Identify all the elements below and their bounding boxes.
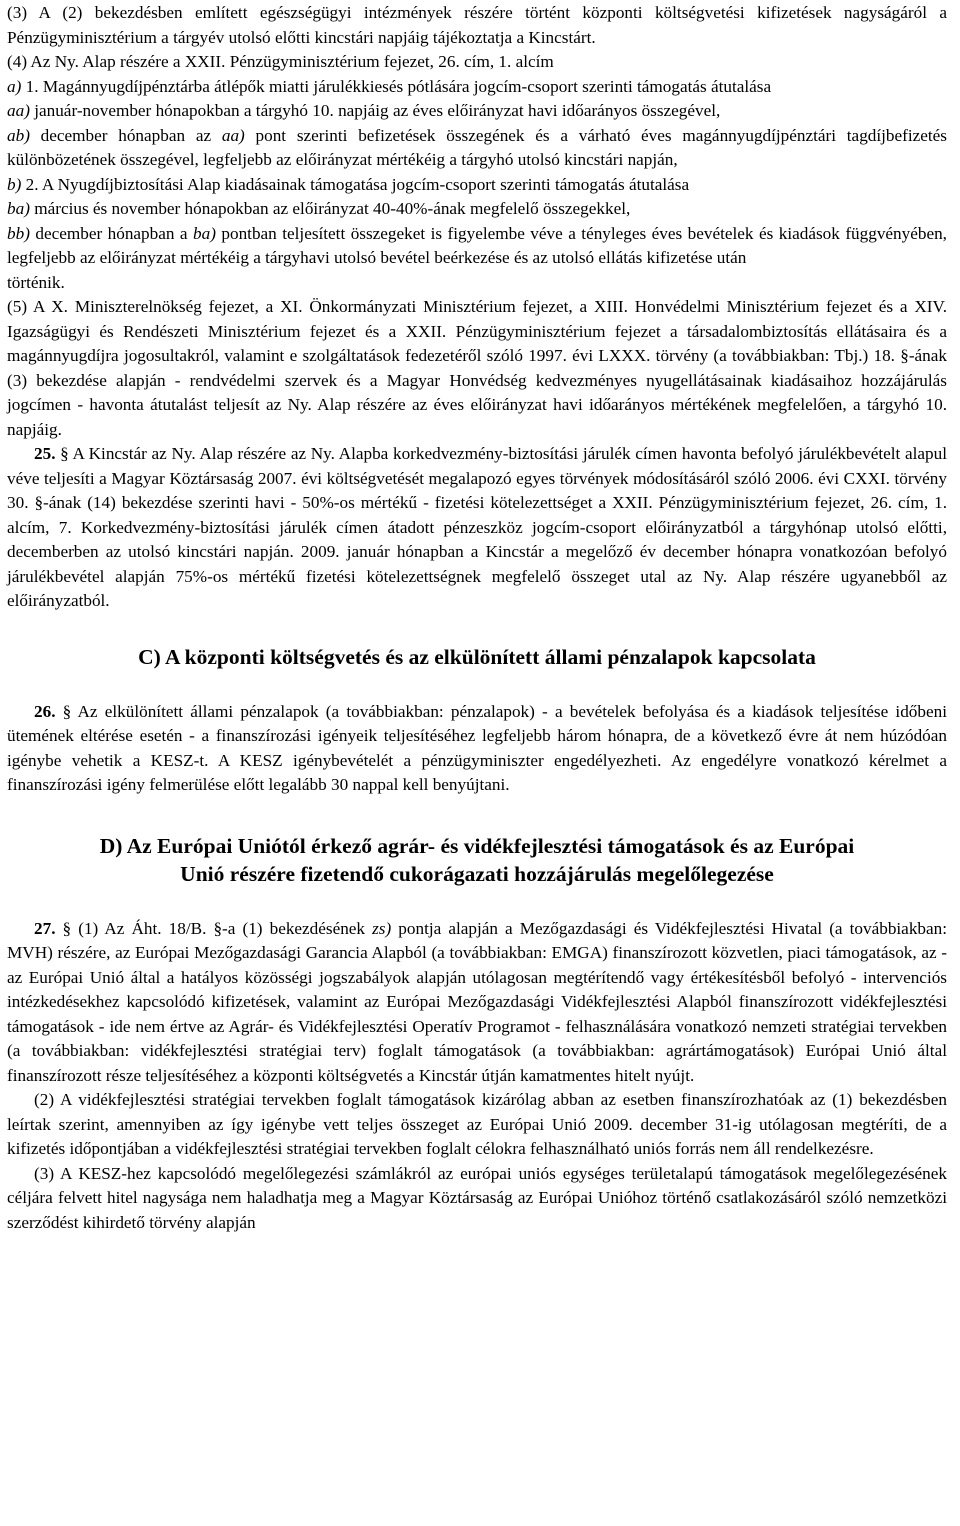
paragraph-closing: történik. [7, 272, 65, 292]
point-text: pontban teljesített összegeket is figyelembe véve a tényleges éves bevételek és kiadások függvényében, legfeljebb az előirányzat mértékéig a tárgyhavi utolsó bevétel beérkezése és az utolsó ellátás kifizetése után [7, 223, 947, 267]
section-25 [7, 442, 947, 614]
section-text: § Az elkülönített állami pénzalapok (a továbbiakban: pénzalapok) - a bevételek befolyása és a kiadások teljesítése időbeni ütemének eltérése esetén - a finanszírozási igényeik teljesítéséhez legfeljebb három hónapra, de a következő évre át nem húzódóan igénybe vehetik a KESZ-t. A KESZ igénybevételét a pénzügyminiszter engedélyezheti. Az engedélyre vonatkozó kérelmet a finanszírozási igény felmerülése előtt legalább 30 nappal kell benyújtani. [7, 701, 947, 794]
heading-line: Unió részére fizetendő cukorágazati hozzájárulás megelőlegezése [180, 861, 774, 886]
section-text: pontja alapján a Mezőgazdasági és Vidékfejlesztési Hivatal (a továbbiakban: MVH) részére, az Európai Mezőgazdasági Garancia Alapból (a továbbiakban: EMGA) finanszírozott közvetlen, piaci támogatások, az - az Európai Unió által a hatályos közösségi jogszabályok alapján utólagosan megtérítendő vagy értékesítésből befolyó - intervenciós intézkedésekhez kapcsolódó kifizetések, valamint az Európai Mezőgazdasági Vidékfejlesztési Alapból finanszírozott vidékfejlesztési támogatások - ide nem értve az Agrár- és Vidékfejlesztési Operatív Programot - felhasználására vonatkozó nemzeti stratégiai tervekben (a továbbiakban: vidékfejlesztési stratégiai terv) foglalt támogatások (a továbbiakban: agrártámogatások) Európai Unió által finanszírozott része teljesítéséhez a központi költségvetés a Kincstár útján kamatmentes hitelt nyújt. [7, 918, 947, 1085]
point-b [7, 173, 947, 198]
section-27-paragraph-3: (3) A KESZ-hez kapcsolódó megelőlegezési számlákról az európai uniós egységes területalapú támogatások megelőlegezésének céljára felvett hitel nagysága nem haladhatja meg a Magyar Köztársaság az Európai Unióhoz történő csatlakozásáról szóló nemzetközi szerződést kihirdető törvény alapján [7, 1163, 947, 1232]
point-label: ab) [7, 125, 30, 145]
point-text: 1. Magánnyugdíjpénztárba átlépők miatti járulékkiesés pótlására jogcím-csoport szerinti támogatás átutalása [21, 76, 772, 96]
section-c-heading: C) A központi költségvetés és az elkülönített állami pénzalapok kapcsolata [138, 644, 816, 669]
point-ab [7, 124, 947, 173]
point-text: december hónapban az [29, 125, 222, 145]
point-a [7, 75, 947, 100]
point-reference: ba) [193, 223, 216, 243]
section-number: 26. [34, 701, 56, 721]
point-label: a) [7, 76, 22, 96]
paragraph-5: (5) A X. Miniszterelnökség fejezet, a XI. Önkormányzati Minisztérium fejezet, a XIII. Honvédelmi Minisztérium fejezet és a XIV. Igazságügyi és Rendészeti Minisztérium fejezet és a XXII. Pénzügyminisztérium fejezet a társadalombiztosítás ellátásaira és a magánnyugdíjra jogosultakról, valamint e szolgáltatások fedezetéről szóló 1997. évi LXXX. törvény (a továbbiakban: Tbj.) 18. §-ának (3) bekezdése alapján - rendvédelmi szervek és a Magyar Honvédség kedvezményes nyugellátásainak kiadásaihoz hozzájárulás jogcímen - havonta átutalást teljesít az Ny. Alap részére az éves előirányzat havi időarányos mértékének megfelelően, a tárgyhó 10. napjáig. [7, 297, 947, 439]
point-label: aa) [7, 101, 30, 120]
point-label: b) [7, 174, 22, 194]
point-text: december hónapban a [29, 223, 194, 243]
paragraph-4: (4) Az Ny. Alap részére a XXII. Pénzügyminisztérium fejezet, 26. cím, 1. alcím [7, 52, 554, 71]
point-text: március és november hónapokban az előirányzat 40-40%-ának megfelelő összegekkel, [29, 199, 631, 218]
section-27 [7, 917, 947, 1089]
section-text: § (1) Az Áht. 18/B. §-a (1) bekezdésének [55, 918, 373, 938]
point-text: január-november hónapokban a tárgyhó 10. napjáig az éves előirányzat havi időarányos összegével, [29, 101, 721, 120]
section-d-heading [7, 832, 947, 888]
point-text: pont szerinti befizetések összegének és a várható éves magánnyugdíjpénztári tagdíjbefizetés különbözetének összegével, legfeljebb az előirányzat mértékéig a tárgyhó utolsó kincstári napján, [7, 125, 947, 169]
point-ba [7, 197, 947, 222]
section-number: 25. [34, 444, 56, 463]
section-27-paragraph-2: (2) A vidékfejlesztési stratégiai tervekben foglalt támogatások kizárólag abban az esetben finanszírozhatóak az (1) bekezdésben leírtak szerint, amennyiben az így igénybe vett teljes összeget az Európai Unió 2009. december 31-ig utólagosan megtéríti, de a kifizetés időpontjában a vidékfejlesztési stratégiai tervekben foglalt célokra felhasználható uniós forrás nem áll rendelkezésre. [7, 1090, 947, 1158]
point-label: ba) [7, 199, 30, 218]
heading-line: D) Az Európai Uniótól érkező agrár- és vidékfejlesztési támogatások és az Európai [99, 833, 855, 858]
section-26 [7, 700, 947, 798]
section-text: § A Kincstár az Ny. Alap részére az Ny. Alapba korkedvezmény-biztosítási járulék címen havonta befolyó járulékbevételt alapul véve teljesíti a Magyar Köztársaság 2007. évi költségvetését megalapozó egyes törvények módosításáról szóló 2006. évi CXXI. törvény 30. §-ának (14) bekezdése szerinti havi - 50%-os mértékű - fizetési kötelezettséget a XXII. Pénzügyminisztérium fejezet, 26. cím, 1. alcím, 7. Korkedvezmény-biztosítási járulék címen átadott pénzeszköz jogcím-csoport előirányzatból a tárgyhónap utolsó előtti, decemberben az utolsó kincstári napján. 2009. január hónapban a Kincstár a megelőző év december hónapra vonatkozóan befolyó járulékbevétel alapján 75%-os mértékű fizetési kötelezettségnek megfelelő összeget utal az Ny. Alap részére ugyanebből az előirányzatból. [7, 444, 947, 610]
point-label: bb) [7, 223, 30, 243]
point-bb [7, 222, 947, 271]
point-reference: aa) [221, 125, 245, 145]
paragraph-3: (3) A (2) bekezdésben említett egészségügyi intézmények részére történt központi költségvetési kifizetések nagyságáról a Pénzügyminisztérium a tárgyév utolsó előtti kincstári napjáig tájékoztatja a Kincstárt. [7, 3, 947, 47]
point-reference: zs) [372, 918, 392, 938]
point-aa [7, 99, 947, 124]
section-number: 27. [34, 918, 56, 938]
point-text: 2. A Nyugdíjbiztosítási Alap kiadásainak támogatása jogcím-csoport szerinti támogatás átutalása [21, 174, 690, 194]
